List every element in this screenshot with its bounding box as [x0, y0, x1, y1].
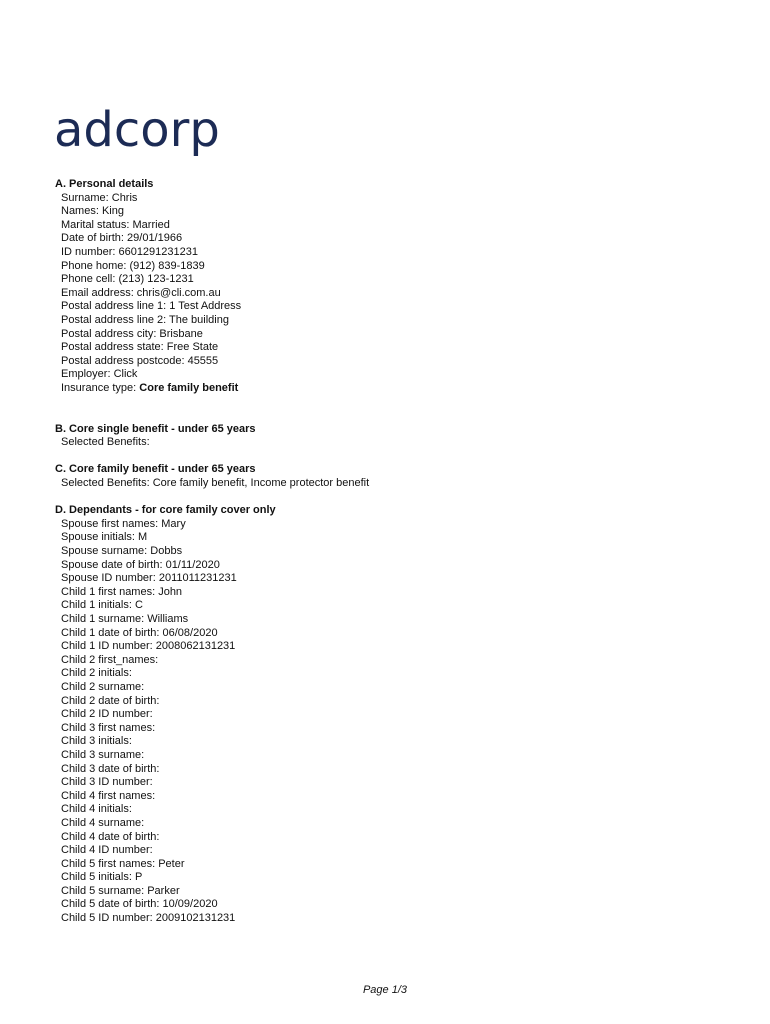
personal-detail-line: Phone cell: (213) 123-1231: [61, 273, 194, 286]
dependant-line: Child 3 initials:: [61, 735, 132, 748]
section-d-lines: [55, 518, 745, 926]
dependant-line: Child 2 ID number:: [61, 708, 153, 721]
personal-detail-line: Postal address city: Brisbane: [61, 327, 203, 340]
personal-detail-line: Marital status: Married: [61, 218, 170, 231]
family-benefit-line: Selected Benefits: Core family benefit, Income protector benefit: [61, 477, 370, 490]
dependant-line: Child 5 first names: Peter: [61, 857, 185, 870]
insurance-type-line: [61, 382, 745, 396]
dependant-line: Child 1 first names: John: [61, 585, 183, 598]
dependant-line: Spouse first names: Mary: [61, 517, 186, 530]
dependant-line: Child 2 surname:: [61, 680, 145, 693]
personal-detail-line: Phone home: (912) 839-1839: [61, 259, 205, 272]
dependant-line: Child 4 initials:: [61, 803, 132, 816]
dependant-line: Child 4 date of birth:: [61, 830, 160, 843]
dependant-line: Child 5 ID number: 2009102131231: [61, 912, 236, 925]
section-b-title: B. Core single benefit - under 65 years: [55, 422, 256, 435]
document-body: [55, 178, 745, 926]
single-benefit-line: Selected Benefits:: [61, 436, 150, 449]
dependant-line: Child 5 surname: Parker: [61, 884, 180, 897]
personal-detail-line: Surname: Chris: [61, 191, 138, 204]
insurance-type-label: Insurance type:: [61, 381, 140, 394]
section-a-title: A. Personal details: [55, 178, 154, 190]
dependant-line: Spouse surname: Dobbs: [61, 545, 183, 558]
personal-detail-line: ID number: 6601291231231: [61, 245, 198, 258]
dependant-line: Child 4 surname:: [61, 816, 145, 829]
dependant-line: Child 2 date of birth:: [61, 694, 160, 707]
section-c-title: C. Core family benefit - under 65 years: [55, 463, 256, 476]
personal-detail-line: Employer: Click: [61, 368, 138, 381]
dependant-line: Child 1 date of birth: 06/08/2020: [61, 626, 218, 639]
insurance-type-value: Core family benefit: [139, 381, 239, 394]
dependant-line: Child 3 first names:: [61, 721, 156, 734]
dependant-line: Child 4 first names:: [61, 789, 156, 802]
dependant-line: Spouse date of birth: 01/11/2020: [61, 558, 220, 571]
dependant-line: Child 2 first_names:: [61, 653, 159, 666]
section-c-lines: [55, 477, 745, 491]
dependant-line: Child 1 initials: C: [61, 599, 143, 612]
dependant-line: Child 5 initials: P: [61, 871, 143, 884]
personal-detail-line: Names: King: [61, 205, 124, 218]
dependant-line: Child 1 surname: Williams: [61, 613, 189, 625]
dependant-line: Spouse initials: M: [61, 531, 148, 544]
dependant-line: Child 4 ID number:: [61, 844, 153, 857]
personal-detail-line: Postal address state: Free State: [61, 341, 219, 354]
section-b-lines: [55, 436, 745, 450]
dependant-line: Child 5 date of birth: 10/09/2020: [61, 898, 218, 911]
dependant-line: Child 3 date of birth:: [61, 762, 160, 775]
personal-detail-line: Email address: chris@cli.com.au: [61, 286, 221, 299]
dependant-line: Child 3 ID number:: [61, 776, 153, 789]
dependant-line: Child 3 surname:: [61, 748, 145, 761]
dependant-line: Child 2 initials:: [61, 667, 132, 680]
section-a-lines: [55, 192, 745, 382]
section-d-title: D. Dependants - for core family cover only: [55, 504, 276, 517]
adcorp-logo: adcorp: [54, 102, 220, 158]
dependant-line: Spouse ID number: 2011011231231: [61, 572, 237, 585]
personal-detail-line: Postal address line 1: 1 Test Address: [61, 300, 242, 313]
personal-detail-line: Date of birth: 29/01/1966: [61, 232, 183, 245]
personal-detail-line: Postal address postcode: 45555: [61, 354, 219, 367]
dependant-line: Child 1 ID number: 2008062131231: [61, 640, 236, 653]
page-number: Page 1/3: [362, 984, 408, 996]
personal-detail-line: Postal address line 2: The building: [61, 313, 229, 326]
